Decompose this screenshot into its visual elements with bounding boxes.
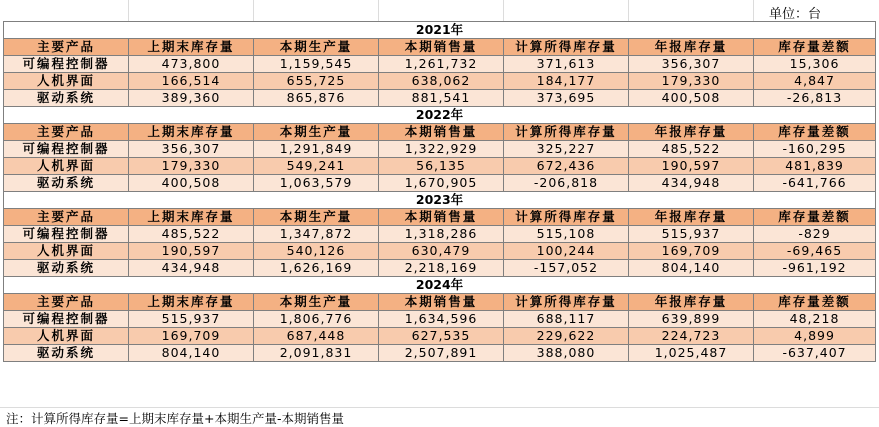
value-cell[interactable]: 804,140 (129, 345, 254, 362)
product-name-cell[interactable]: 可编程控制器 (4, 56, 129, 73)
value-cell[interactable]: 388,080 (504, 345, 629, 362)
column-header-cell[interactable]: 本期销售量 (379, 209, 504, 226)
value-cell[interactable]: 804,140 (629, 260, 754, 277)
header-row (4, 39, 876, 56)
year-cell[interactable]: 2024年 (4, 277, 876, 294)
value-cell[interactable]: 166,514 (129, 73, 254, 90)
product-name-cell[interactable]: 驱动系统 (4, 175, 129, 192)
year-row (4, 107, 876, 124)
value-cell[interactable]: 515,937 (629, 226, 754, 243)
table-row (4, 345, 876, 362)
column-header-cell[interactable]: 库存量差额 (754, 39, 876, 56)
value-cell[interactable]: 687,448 (254, 328, 379, 345)
value-cell[interactable]: -206,818 (504, 175, 629, 192)
value-cell[interactable]: 515,108 (504, 226, 629, 243)
value-cell[interactable]: 672,436 (504, 158, 629, 175)
value-cell[interactable]: 638,062 (379, 73, 504, 90)
column-header-cell[interactable]: 上期末库存量 (129, 209, 254, 226)
column-header-cell[interactable]: 本期销售量 (379, 124, 504, 141)
value-cell[interactable]: 400,508 (129, 175, 254, 192)
value-cell[interactable]: 485,522 (129, 226, 254, 243)
footnote[interactable]: 注：计算所得库存量=上期末库存量+本期生产量-本期销售量 (6, 411, 344, 426)
product-name-cell[interactable]: 可编程控制器 (4, 311, 129, 328)
column-header-cell[interactable]: 本期生产量 (254, 294, 379, 311)
year-row (4, 277, 876, 294)
value-cell[interactable]: -26,813 (754, 90, 876, 107)
product-name-cell[interactable]: 人机界面 (4, 243, 129, 260)
column-header-cell[interactable]: 上期末库存量 (129, 39, 254, 56)
table-row (4, 226, 876, 243)
column-header-cell[interactable]: 年报库存量 (629, 39, 754, 56)
table-row (4, 158, 876, 175)
value-cell[interactable]: 400,508 (629, 90, 754, 107)
product-name-cell[interactable]: 驱动系统 (4, 345, 129, 362)
table-row (4, 141, 876, 158)
value-cell[interactable]: -157,052 (504, 260, 629, 277)
value-cell[interactable]: -160,295 (754, 141, 876, 158)
value-cell[interactable]: 371,613 (504, 56, 629, 73)
table-row (4, 311, 876, 328)
value-cell[interactable]: 1,291,849 (254, 141, 379, 158)
value-cell[interactable]: 1,159,545 (254, 56, 379, 73)
value-cell[interactable]: 2,218,169 (379, 260, 504, 277)
column-header-cell[interactable]: 年报库存量 (629, 209, 754, 226)
value-cell[interactable]: 169,709 (129, 328, 254, 345)
product-name-cell[interactable]: 人机界面 (4, 158, 129, 175)
value-cell[interactable]: 224,723 (629, 328, 754, 345)
header-row (4, 294, 876, 311)
value-cell[interactable]: 2,507,891 (379, 345, 504, 362)
product-name-cell[interactable]: 驱动系统 (4, 260, 129, 277)
product-name-cell[interactable]: 可编程控制器 (4, 226, 129, 243)
value-cell[interactable]: 190,597 (629, 158, 754, 175)
value-cell[interactable]: 179,330 (129, 158, 254, 175)
unit-label[interactable]: 单位：台 (768, 7, 821, 22)
year-cell[interactable]: 2022年 (4, 107, 876, 124)
value-cell[interactable]: 473,800 (129, 56, 254, 73)
value-cell[interactable]: 1,634,596 (379, 311, 504, 328)
product-name-cell[interactable]: 可编程控制器 (4, 141, 129, 158)
value-cell[interactable]: 1,025,487 (629, 345, 754, 362)
value-cell[interactable]: -69,465 (754, 243, 876, 260)
column-header-cell[interactable]: 库存量差额 (754, 209, 876, 226)
header-row (4, 209, 876, 226)
value-cell[interactable]: 184,177 (504, 73, 629, 90)
column-header-cell[interactable]: 主要产品 (4, 294, 129, 311)
column-header-cell[interactable]: 上期末库存量 (129, 294, 254, 311)
value-cell[interactable]: 169,709 (629, 243, 754, 260)
value-cell[interactable]: 356,307 (129, 141, 254, 158)
value-cell[interactable]: 540,126 (254, 243, 379, 260)
value-cell[interactable]: 434,948 (129, 260, 254, 277)
sheet-gridline (253, 0, 254, 22)
value-cell[interactable]: 389,360 (129, 90, 254, 107)
value-cell[interactable]: 481,839 (754, 158, 876, 175)
column-header-cell[interactable]: 上期末库存量 (129, 124, 254, 141)
value-cell[interactable]: 56,135 (379, 158, 504, 175)
column-header-cell[interactable]: 库存量差额 (754, 294, 876, 311)
value-cell[interactable]: 373,695 (504, 90, 629, 107)
year-cell[interactable]: 2021年 (4, 22, 876, 39)
value-cell[interactable]: 356,307 (629, 56, 754, 73)
sheet-gridline (128, 0, 129, 22)
column-header-cell[interactable]: 计算所得库存量 (504, 294, 629, 311)
column-header-cell[interactable]: 本期生产量 (254, 209, 379, 226)
value-cell[interactable]: 655,725 (254, 73, 379, 90)
value-cell[interactable]: 48,218 (754, 311, 876, 328)
product-name-cell[interactable]: 人机界面 (4, 73, 129, 90)
value-cell[interactable]: -829 (754, 226, 876, 243)
column-header-cell[interactable]: 主要产品 (4, 124, 129, 141)
column-header-cell[interactable]: 年报库存量 (629, 124, 754, 141)
table-row (4, 243, 876, 260)
column-header-cell[interactable]: 年报库存量 (629, 294, 754, 311)
table-row (4, 328, 876, 345)
sheet-gridline (753, 0, 754, 22)
value-cell[interactable]: 1,318,286 (379, 226, 504, 243)
value-cell[interactable]: 549,241 (254, 158, 379, 175)
value-cell[interactable]: 1,347,872 (254, 226, 379, 243)
column-header-cell[interactable]: 计算所得库存量 (504, 124, 629, 141)
column-header-cell[interactable]: 本期生产量 (254, 124, 379, 141)
value-cell[interactable]: -637,407 (754, 345, 876, 362)
value-cell[interactable]: -961,192 (754, 260, 876, 277)
value-cell[interactable]: 639,899 (629, 311, 754, 328)
value-cell[interactable]: 688,117 (504, 311, 629, 328)
inventory-table (3, 21, 876, 362)
value-cell[interactable]: 881,541 (379, 90, 504, 107)
value-cell[interactable]: 434,948 (629, 175, 754, 192)
year-row (4, 192, 876, 209)
table-row (4, 73, 876, 90)
sheet-gridline (503, 0, 504, 22)
year-cell[interactable]: 2023年 (4, 192, 876, 209)
value-cell[interactable]: 179,330 (629, 73, 754, 90)
value-cell[interactable]: 1,670,905 (379, 175, 504, 192)
product-name-cell[interactable]: 驱动系统 (4, 90, 129, 107)
value-cell[interactable]: -641,766 (754, 175, 876, 192)
column-header-cell[interactable]: 本期销售量 (379, 294, 504, 311)
column-header-cell[interactable]: 库存量差额 (754, 124, 876, 141)
sheet-gridline (0, 407, 879, 408)
table-row (4, 175, 876, 192)
value-cell[interactable]: 865,876 (254, 90, 379, 107)
header-row (4, 124, 876, 141)
value-cell[interactable]: 2,091,831 (254, 345, 379, 362)
value-cell[interactable]: 1,063,579 (254, 175, 379, 192)
value-cell[interactable]: 4,847 (754, 73, 876, 90)
value-cell[interactable]: 190,597 (129, 243, 254, 260)
product-name-cell[interactable]: 人机界面 (4, 328, 129, 345)
sheet-gridline (378, 0, 379, 22)
value-cell[interactable]: 15,306 (754, 56, 876, 73)
value-cell[interactable]: 1,806,776 (254, 311, 379, 328)
value-cell[interactable]: 229,622 (504, 328, 629, 345)
value-cell[interactable]: 515,937 (129, 311, 254, 328)
sheet-gridline (628, 0, 629, 22)
value-cell[interactable]: 325,227 (504, 141, 629, 158)
column-header-cell[interactable]: 计算所得库存量 (504, 39, 629, 56)
table-row (4, 260, 876, 277)
value-cell[interactable]: 627,535 (379, 328, 504, 345)
value-cell[interactable]: 1,626,169 (254, 260, 379, 277)
value-cell[interactable]: 1,261,732 (379, 56, 504, 73)
value-cell[interactable]: 485,522 (629, 141, 754, 158)
column-header-cell[interactable]: 本期生产量 (254, 39, 379, 56)
column-header-cell[interactable]: 主要产品 (4, 209, 129, 226)
value-cell[interactable]: 4,899 (754, 328, 876, 345)
value-cell[interactable]: 100,244 (504, 243, 629, 260)
column-header-cell[interactable]: 本期销售量 (379, 39, 504, 56)
year-row (4, 22, 876, 39)
column-header-cell[interactable]: 主要产品 (4, 39, 129, 56)
table-row (4, 56, 876, 73)
table-row (4, 90, 876, 107)
column-header-cell[interactable]: 计算所得库存量 (504, 209, 629, 226)
value-cell[interactable]: 1,322,929 (379, 141, 504, 158)
value-cell[interactable]: 630,479 (379, 243, 504, 260)
